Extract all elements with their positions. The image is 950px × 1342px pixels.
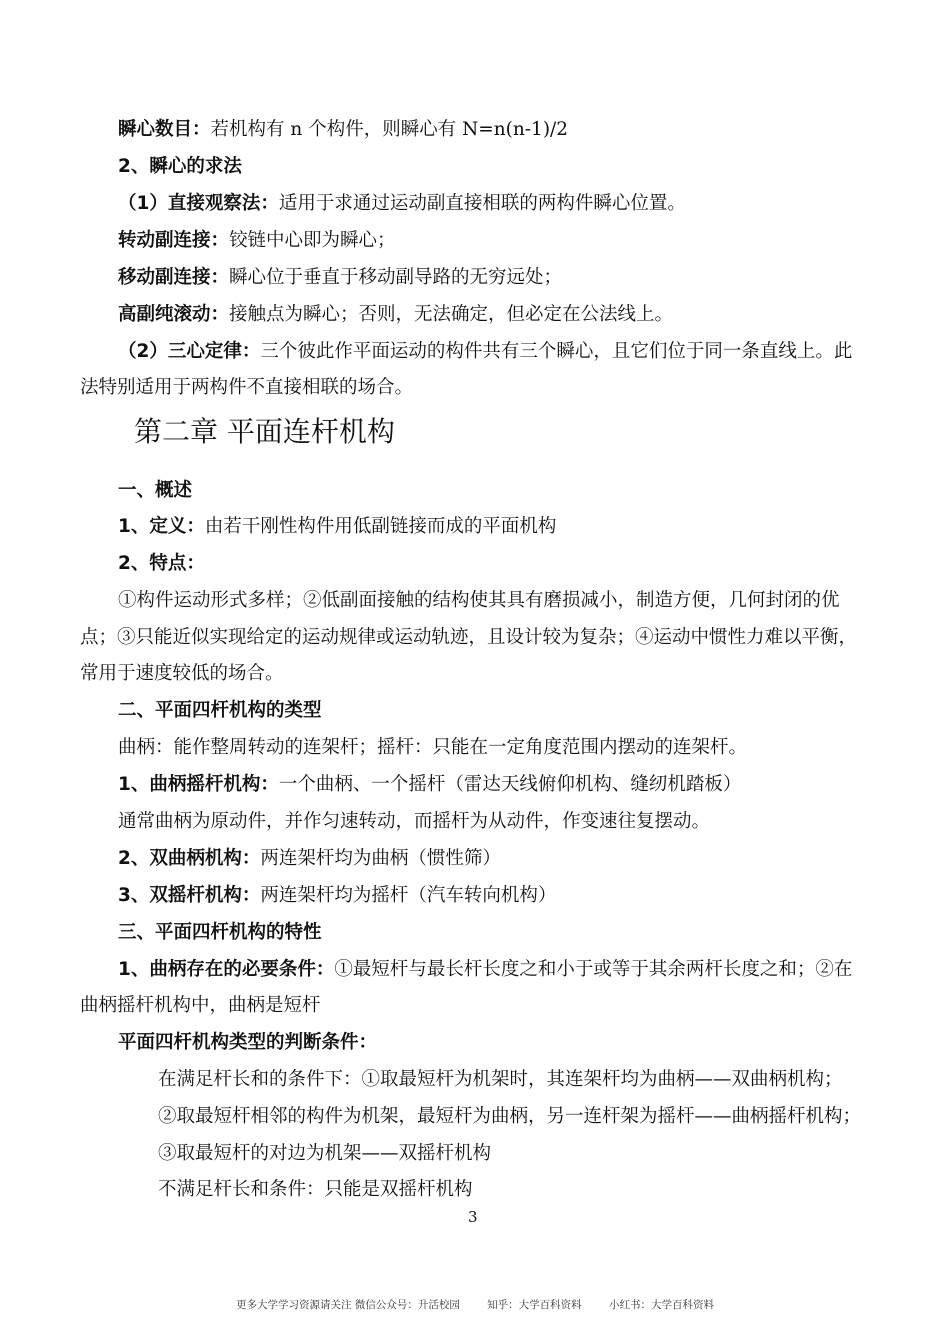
- text-line: [118, 736, 747, 760]
- line-text: 不满足杆长和条件：只能是双摇杆机构: [158, 1179, 473, 1200]
- text-line: [118, 479, 192, 503]
- line-text: 法特别适用于两构件不直接相联的场合。: [80, 377, 414, 398]
- bold-label: 2、特点：: [118, 553, 205, 574]
- line-text: 曲柄摇杆机构中，曲柄是短杆: [80, 995, 321, 1016]
- line-text: ③取最短杆的对边为机架——双摇杆机构: [158, 1143, 492, 1164]
- bold-label: 瞬心数目：: [118, 119, 211, 140]
- line-text: 两连架杆均为曲柄（惯性筛）: [260, 848, 501, 869]
- text-line: [118, 155, 242, 179]
- chapter-title: 第二章 平面连杆机构: [134, 415, 395, 448]
- text-line: [118, 118, 568, 142]
- text-line: [80, 376, 413, 400]
- bold-label: 2、双曲柄机构：: [118, 848, 261, 869]
- text-line: [118, 266, 562, 290]
- bold-label: 转动副连接：: [118, 230, 230, 251]
- line-text: 常用于速度较低的场合。: [80, 663, 284, 684]
- footer-zhihu: 知乎：大学百科资料: [487, 1299, 582, 1311]
- text-line: [118, 699, 322, 723]
- text-line: [80, 994, 321, 1018]
- bold-label: 一、概述: [118, 480, 193, 501]
- bold-label: 3、双摇杆机构：: [118, 885, 261, 906]
- text-line: [118, 884, 556, 908]
- text-line: [118, 229, 396, 253]
- footer-xiaohongshu: 小红书：大学百科资料: [609, 1299, 715, 1311]
- bold-label: 二、平面四杆机构的类型: [118, 700, 322, 721]
- line-text: 铰链中心即为瞬心；: [229, 230, 396, 251]
- bold-label: （2）三心定律：: [118, 341, 261, 362]
- line-text: 适用于求通过运动副直接相联的两构件瞬心位置。: [278, 193, 686, 214]
- bold-label: 2、瞬心的求法: [118, 156, 242, 177]
- text-line: [118, 847, 501, 871]
- line-text: 接触点为瞬心；否则，无法确定，但必定在公法线上。: [229, 304, 674, 325]
- text-line: [118, 810, 710, 834]
- bold-label: 平面四杆机构类型的判断条件：: [118, 1032, 378, 1053]
- bold-label: 1、定义：: [118, 516, 205, 537]
- text-line: [118, 958, 852, 982]
- bold-label: 1、曲柄摇杆机构：: [118, 774, 279, 795]
- line-text: 曲柄：能作整周转动的连架杆；摇杆：只能在一定角度范围内摆动的连架杆。: [118, 737, 748, 758]
- line-text: ②取最短杆相邻的构件为机架，最短杆为曲柄，另一连杆架为摇杆——曲柄摇杆机构；: [158, 1106, 862, 1127]
- text-line: [158, 1178, 473, 1202]
- text-line: [118, 192, 686, 216]
- text-line: [118, 303, 673, 327]
- text-line: [118, 552, 205, 576]
- footer: [0, 1297, 950, 1312]
- page-number: 3: [468, 1208, 478, 1226]
- bold-label: 高副纯滚动：: [118, 304, 230, 325]
- text-line: [158, 1142, 491, 1166]
- text-line: [118, 773, 741, 797]
- line-text: 一个曲柄、一个摇杆（雷达天线俯仰机构、缝纫机踏板）: [278, 774, 742, 795]
- bold-label: 1、曲柄存在的必要条件：: [118, 959, 335, 980]
- line-text: 由若干刚性构件用低副链接而成的平面机构: [204, 516, 557, 537]
- line-text: ①构件运动形式多样；②低副面接触的结构使其具有磨损减小，制造方便，几何封闭的优: [118, 590, 840, 611]
- bold-label: 三、平面四杆机构的特性: [118, 922, 322, 943]
- text-line: [158, 1068, 843, 1092]
- text-line: [118, 589, 840, 613]
- text-line: [118, 921, 322, 945]
- text-line: [118, 1031, 377, 1055]
- line-text: 通常曲柄为原动件，并作匀速转动，而摇杆为从动件，作变速往复摆动。: [118, 811, 711, 832]
- text-line: [80, 626, 857, 650]
- text-line: [118, 340, 852, 364]
- line-text: 若机构有 n 个构件，则瞬心有 N=n(n-1)/2: [210, 119, 569, 140]
- bold-label: （1）直接观察法：: [118, 193, 279, 214]
- text-line: [158, 1105, 861, 1129]
- line-text: 在满足杆长和的条件下：①取最短杆为机架时，其连架杆均为曲柄——双曲柄机构；: [158, 1069, 843, 1090]
- line-text: 两连架杆均为摇杆（汽车转向机构）: [260, 885, 557, 906]
- text-line: [80, 662, 284, 686]
- line-text: 三个彼此作平面运动的构件共有三个瞬心，且它们位于同一条直线上。此: [260, 341, 853, 362]
- line-text: ①最短杆与最长杆长度之和小于或等于其余两杆长度之和；②在: [334, 959, 853, 980]
- line-text: 瞬心位于垂直于移动副导路的无穷远处；: [229, 267, 563, 288]
- line-text: 点；③只能近似实现给定的运动规律或运动轨迹，且设计较为复杂；④运动中惯性力难以平衡，: [80, 627, 858, 648]
- bold-label: 移动副连接：: [118, 267, 230, 288]
- footer-wechat: 更多大学学习资源请关注 微信公众号：升活校园: [235, 1299, 460, 1311]
- text-line: [118, 515, 556, 539]
